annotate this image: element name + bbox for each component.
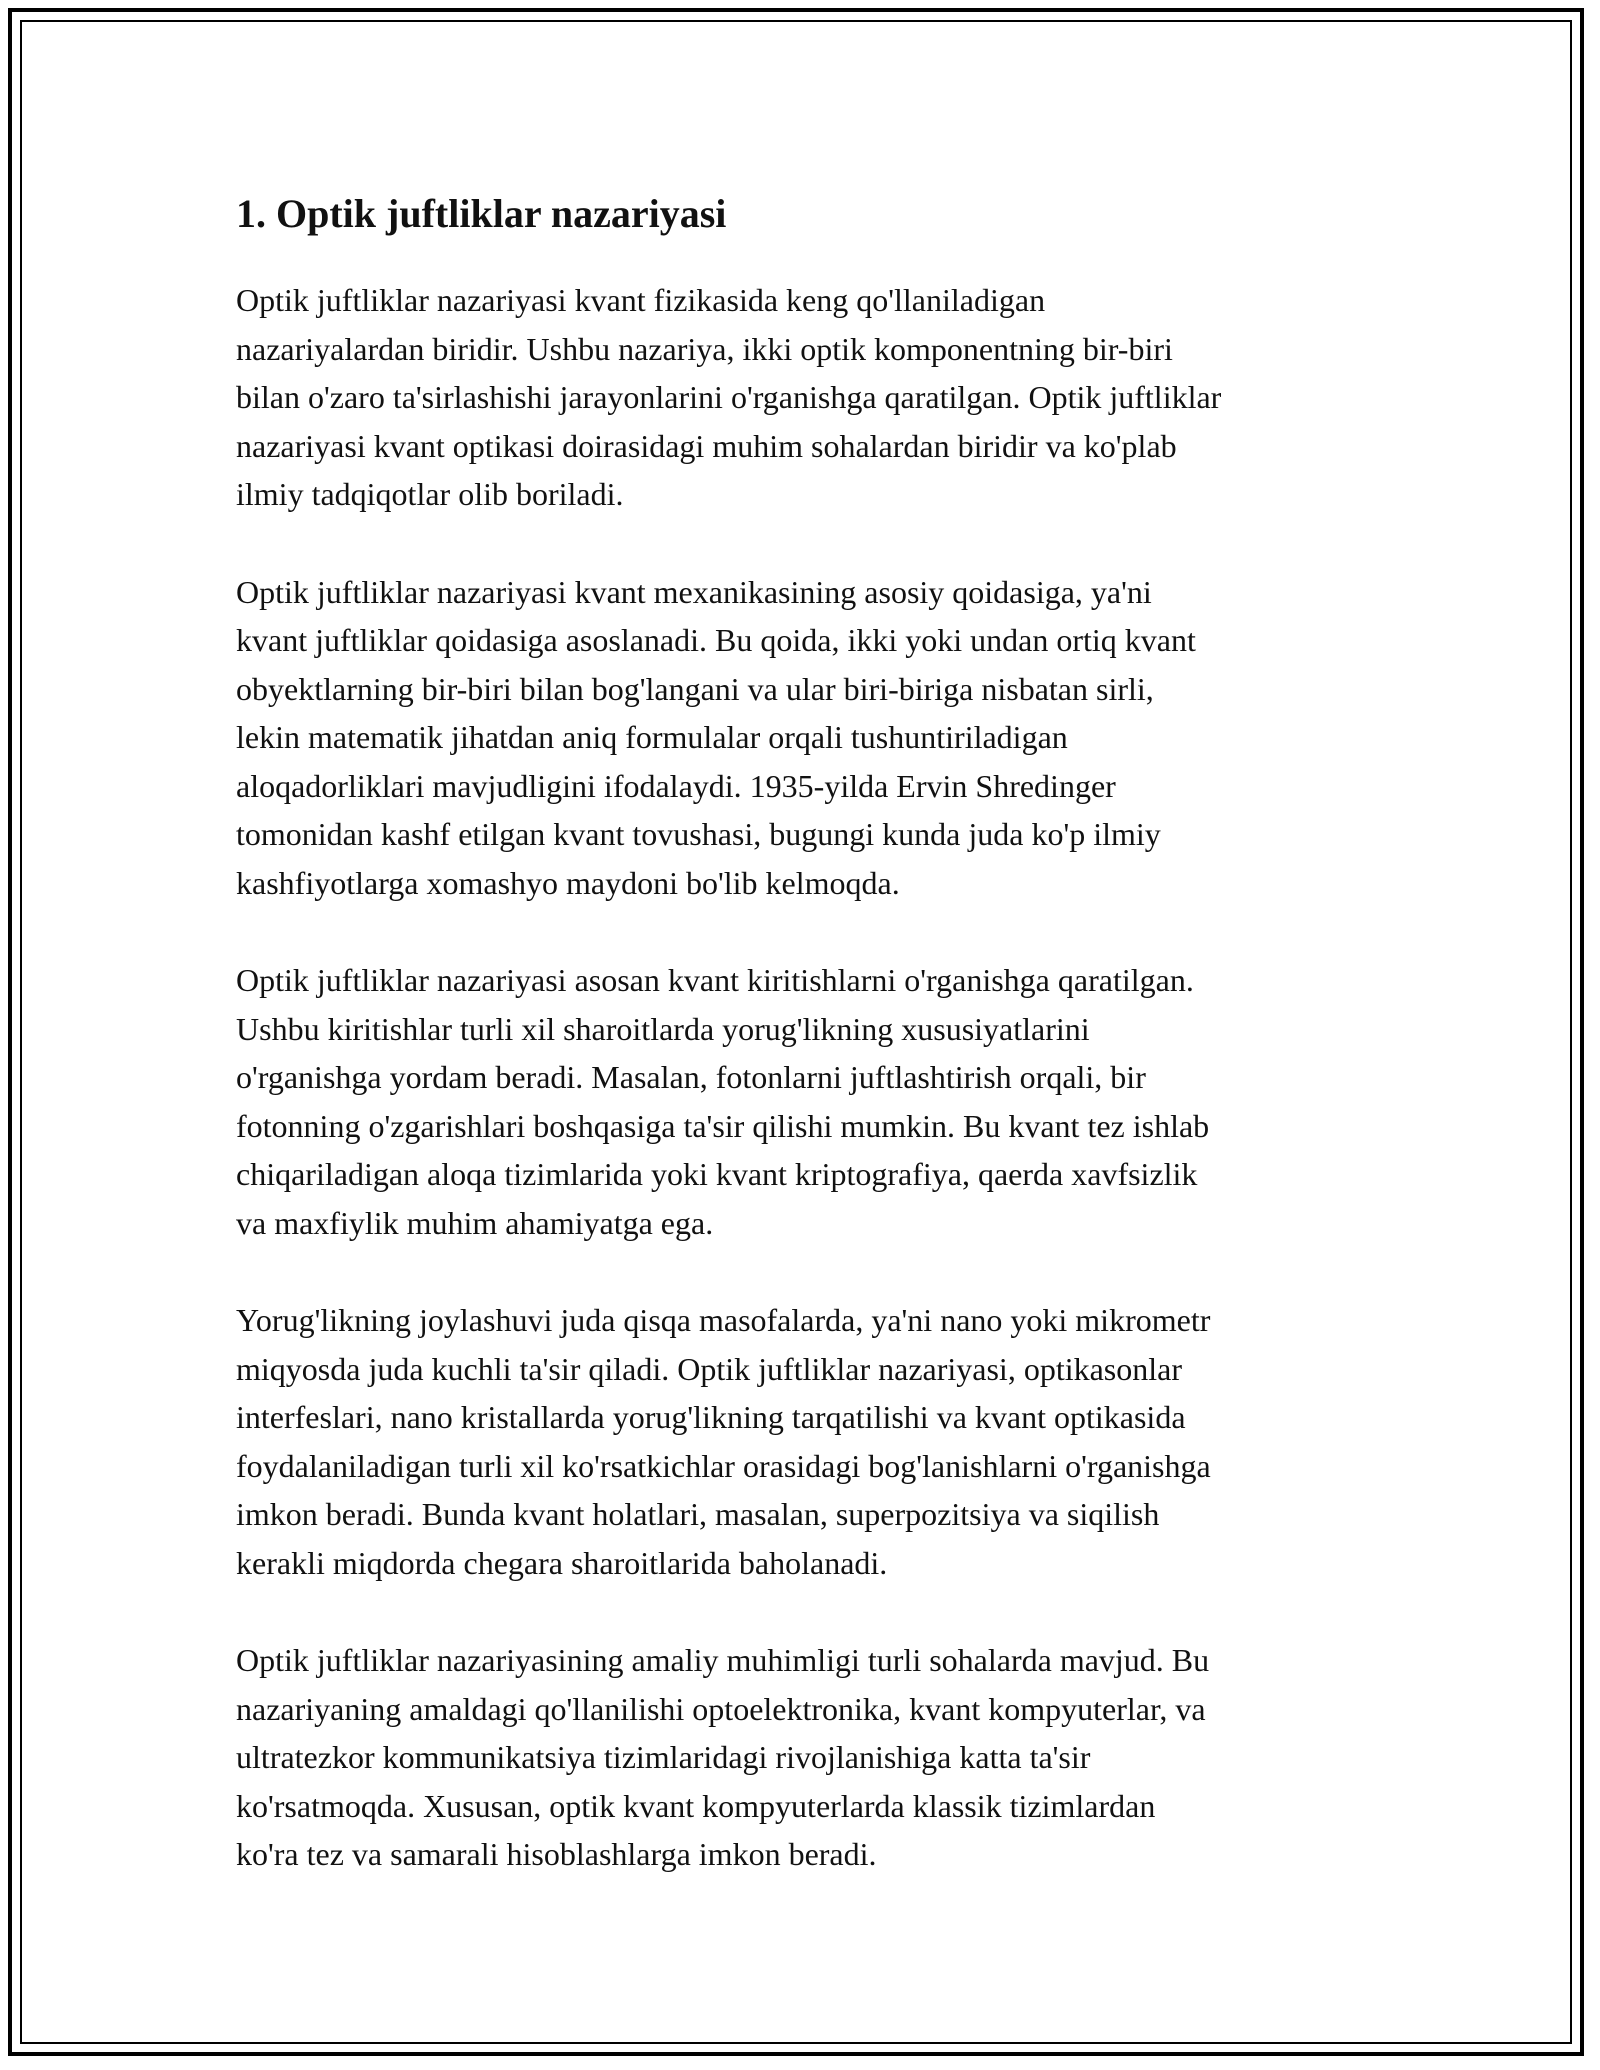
text-line: fotonning o'zgarishlari boshqasiga ta'sir qilishi mumkin. Bu kvant tez ishlab bbox=[236, 1107, 1210, 1144]
text-line: kerakli miqdorda chegara sharoitlarida baholanadi. bbox=[236, 1544, 888, 1581]
text-line: Optik juftliklar nazariyasining amaliy muhimligi turli sohalarda mavjud. Bu bbox=[236, 1642, 1210, 1678]
paragraph-3 bbox=[236, 956, 1386, 1247]
text-line: ko'ra tez va samarali hisoblashlarga imkon beradi. bbox=[236, 1836, 877, 1872]
paragraph-1 bbox=[236, 276, 1386, 519]
text-line: ultratezkor kommunikatsiya tizimlaridagi rivojlanishiga katta ta'sir bbox=[236, 1739, 1091, 1775]
text-line: tomonidan kashf etilgan kvant tovushasi, bugungi kunda juda ko'p ilmiy bbox=[236, 816, 1161, 852]
text-line: obyektlarning bir-biri bilan bog'langani va ular biri-biriga nisbatan sirli, bbox=[236, 670, 1154, 707]
text-line: o'rganishga yordam beradi. Masalan, fotonlarni juftlashtirish orqali, bir bbox=[236, 1059, 1146, 1095]
text-line: Yorug'likning joylashuvi juda qisqa masofalarda, ya'ni nano yoki mikrometr bbox=[236, 1302, 1211, 1338]
text-line: chiqariladigan aloqa tizimlarida yoki kvant kriptografiya, qaerda xavfsizlik bbox=[236, 1156, 1198, 1192]
text-line: nazariyalardan biridir. Ushbu nazariya, ikki optik komponentning bir-biri bbox=[236, 330, 1173, 367]
text-line: foydalaniladigan turli xil ko'rsatkichlar orasidagi bog'lanishlarni o'rganishga bbox=[236, 1447, 1211, 1484]
document-body bbox=[236, 184, 1386, 1928]
text-line: nazariyaning amaldagi qo'llanilishi optoelektronika, kvant kompyuterlar, va bbox=[236, 1690, 1206, 1727]
section-heading: 1. Optik juftliklar nazariyasi bbox=[236, 191, 727, 236]
text-line: ko'rsatmoqda. Xususan, optik kvant kompyuterlarda klassik tizimlardan bbox=[236, 1787, 1156, 1824]
text-line: kashfiyotlarga xomashyo maydoni bo'lib kelmoqda. bbox=[236, 864, 900, 901]
text-line: Optik juftliklar nazariyasi asosan kvant kiritishlarni o'rganishga qaratilgan. bbox=[236, 962, 1194, 998]
text-line: Optik juftliklar nazariyasi kvant fizikasida keng qo'llaniladigan bbox=[236, 282, 1046, 318]
text-line: Ushbu kiritishlar turli xil sharoitlarda yorug'likning xususiyatlarini bbox=[236, 1010, 1090, 1047]
paragraph-2 bbox=[236, 568, 1386, 908]
paragraph-5 bbox=[236, 1636, 1386, 1879]
text-line: lekin matematik jihatdan aniq formulalar orqali tushuntiriladigan bbox=[236, 719, 1068, 755]
text-line: bilan o'zaro ta'sirlashishi jarayonlarini o'rganishga qaratilgan. Optik juftliklar bbox=[236, 379, 1222, 415]
text-line: interfeslari, nano kristallarda yorug'likning tarqatilishi va kvant optikasida bbox=[236, 1399, 1186, 1435]
text-line: kvant juftliklar qoidasiga asoslanadi. Bu qoida, ikki yoki undan ortiq kvant bbox=[236, 622, 1196, 658]
text-line: Optik juftliklar nazariyasi kvant mexanikasining asosiy qoidasiga, ya'ni bbox=[236, 573, 1152, 610]
text-line: aloqadorliklari mavjudligini ifodalaydi. 1935-yilda Ervin Shredinger bbox=[236, 767, 1116, 804]
paragraph-4 bbox=[236, 1296, 1386, 1587]
text-line: ilmiy tadqiqotlar olib boriladi. bbox=[236, 476, 624, 512]
text-line: va maxfiylik muhim ahamiyatga ega. bbox=[236, 1204, 714, 1241]
text-line: nazariyasi kvant optikasi doirasidagi muhim sohalardan biridir va ko'plab bbox=[236, 427, 1177, 464]
text-line: miqyosda juda kuchli ta'sir qiladi. Optik juftliklar nazariyasi, optikasonlar bbox=[236, 1350, 1182, 1387]
text-line: imkon beradi. Bunda kvant holatlari, masalan, superpozitsiya va siqilish bbox=[236, 1496, 1160, 1532]
